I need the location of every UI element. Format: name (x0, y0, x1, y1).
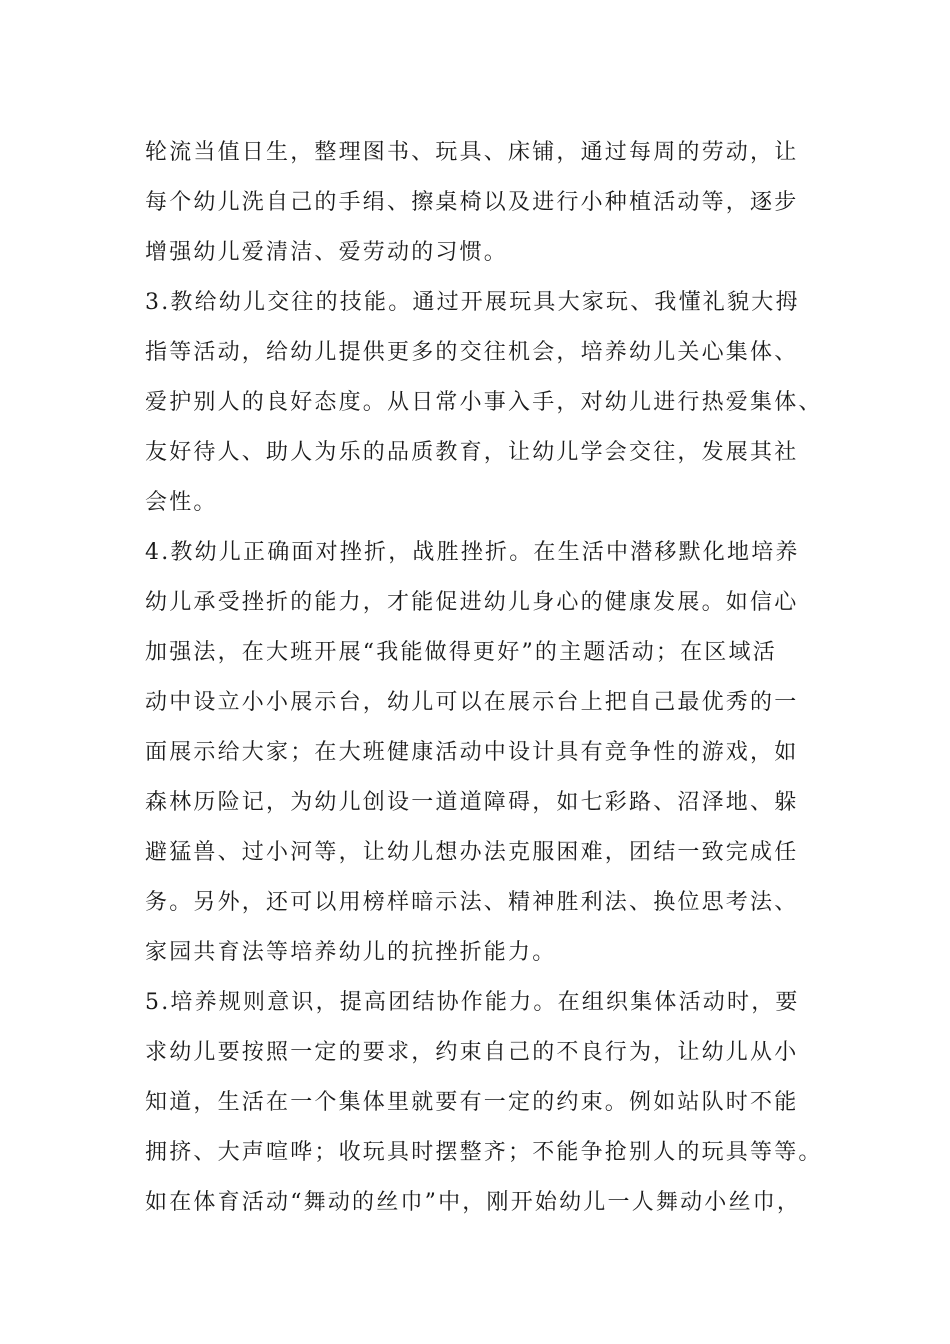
text-line: 幼儿承受挫折的能力，才能促进幼儿身心的健康发展。如信心 (145, 590, 799, 615)
text-line: 拥挤、大声喧哗；收玩具时摆整齐；不能争抢别人的玩具等等。 (145, 1140, 823, 1165)
text-line: 4.教幼儿正确面对挫折，战胜挫折。在生活中潜移默化地培养 (145, 540, 800, 565)
body-text (145, 128, 825, 1228)
text-line: 森林历险记，为幼儿创设一道道障碍，如七彩路、沼泽地、躲 (145, 790, 799, 815)
text-line: 轮流当值日生，整理图书、玩具、床铺，通过每周的劳动，让 (145, 140, 799, 165)
text-line: 知道，生活在一个集体里就要有一定的约束。例如站队时不能 (145, 1090, 799, 1115)
text-line: 务。另外，还可以用榜样暗示法、精神胜利法、换位思考法、 (145, 890, 799, 915)
text-line: 3.教给幼儿交往的技能。通过开展玩具大家玩、我懂礼貌大拇 (145, 290, 800, 315)
text-line: 每个幼儿洗自己的手绢、擦桌椅以及进行小种植活动等，逐步 (145, 190, 799, 215)
text-line: 指等活动，给幼儿提供更多的交往机会，培养幼儿关心集体、 (145, 340, 799, 365)
text-line: 友好待人、助人为乐的品质教育，让幼儿学会交往，发展其社 (145, 440, 799, 465)
text-line: 加强法，在大班开展“我能做得更好”的主题活动；在区域活 (145, 640, 777, 665)
text-line: 面展示给大家；在大班健康活动中设计具有竞争性的游戏，如 (145, 740, 799, 765)
text-line: 避猛兽、过小河等，让幼儿想办法克服困难，团结一致完成任 (145, 840, 799, 865)
text-line: 增强幼儿爱清洁、爱劳动的习惯。 (145, 240, 509, 265)
text-line: 5.培养规则意识，提高团结协作能力。在组织集体活动时，要 (145, 990, 800, 1015)
text-line: 如在体育活动“舞动的丝巾”中，刚开始幼儿一人舞动小丝巾， (145, 1190, 802, 1215)
text-line: 动中设立小小展示台，幼儿可以在展示台上把自己最优秀的一 (145, 690, 799, 715)
text-line: 家园共育法等培养幼儿的抗挫折能力。 (145, 940, 557, 965)
text-line: 求幼儿要按照一定的要求，约束自己的不良行为，让幼儿从小 (145, 1040, 799, 1065)
text-line: 爱护别人的良好态度。从日常小事入手，对幼儿进行热爱集体、 (145, 390, 823, 415)
text-line: 会性。 (145, 490, 218, 515)
